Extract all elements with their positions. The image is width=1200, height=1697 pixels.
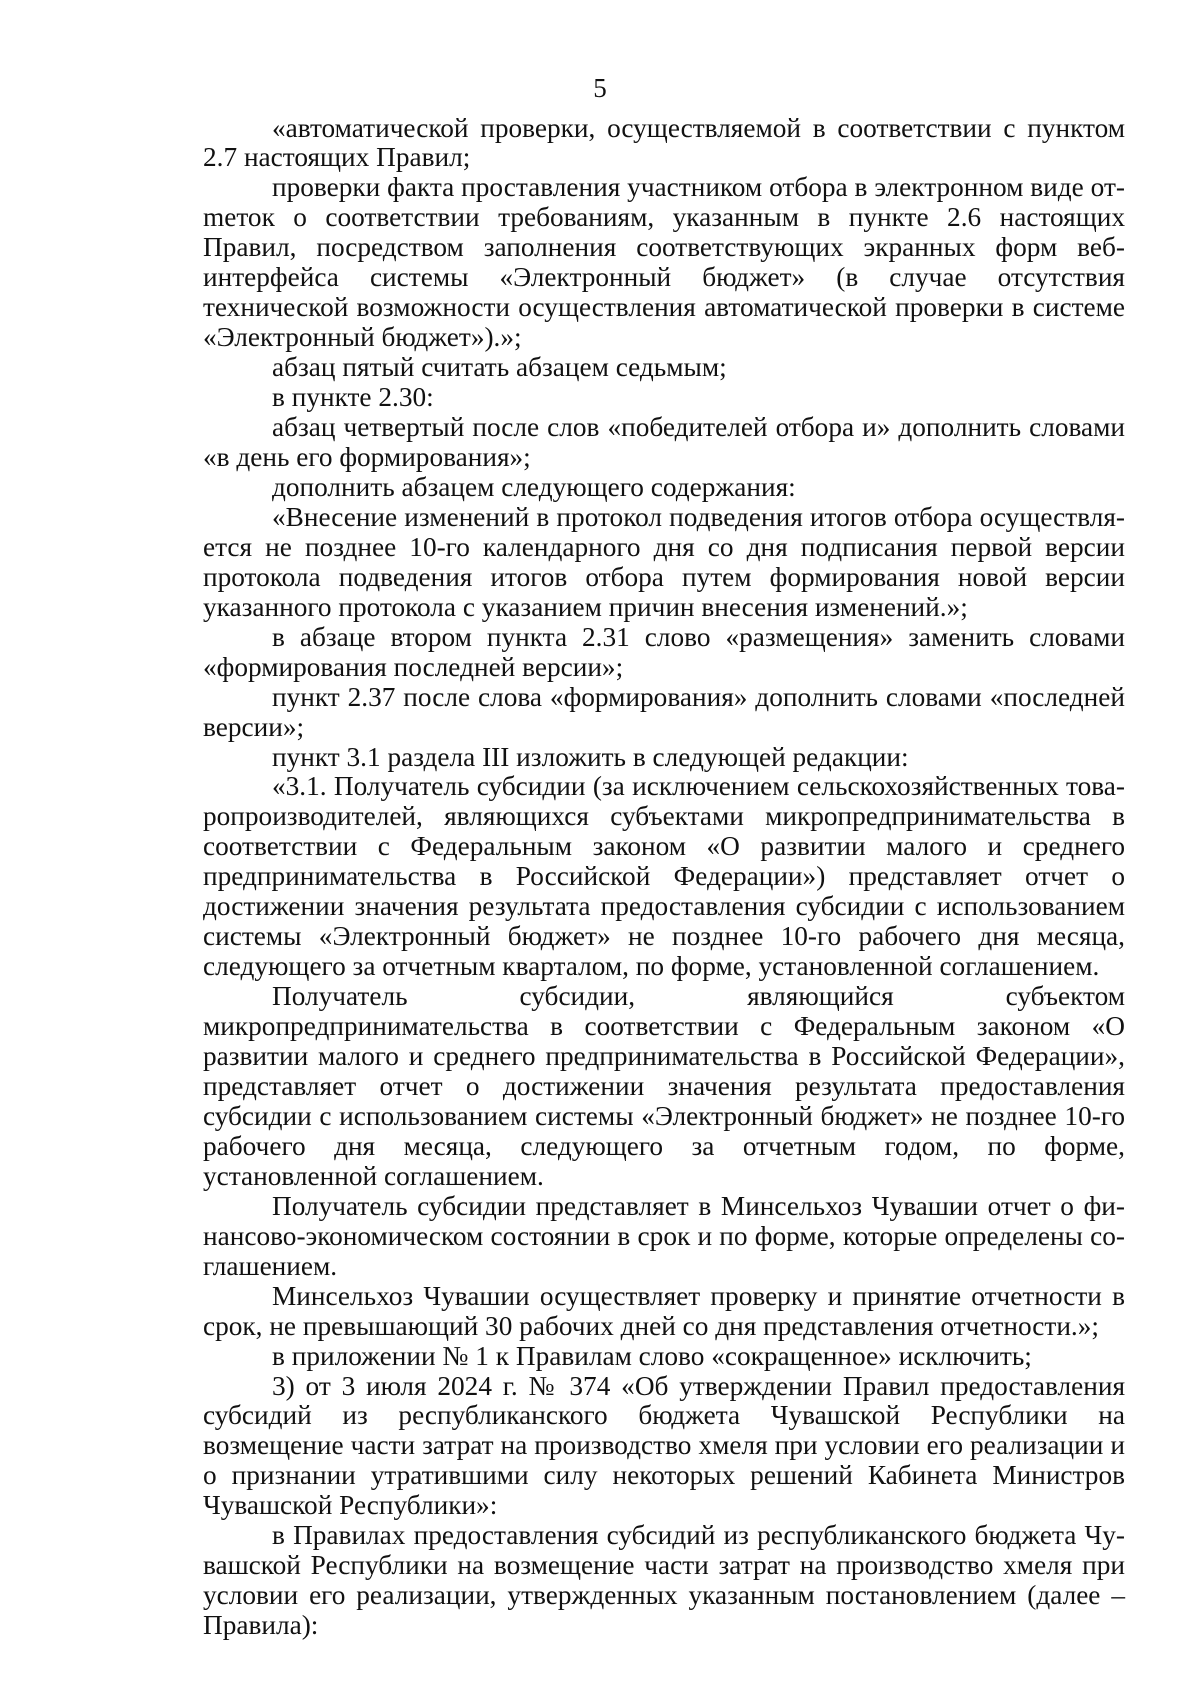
paragraph-1: «автоматической проверки, осуществляемой в соответствии с пунктом 2.7 настоящих Правил; (203, 112, 1125, 173)
paragraph-8: в абзаце втором пункта 2.31 слово «размещения» заменить словами «формирования последней версии»; (203, 621, 1125, 682)
paragraph-4: в пункте 2.30: (272, 382, 434, 413)
paragraph-11: «3.1. Получатель субсидии (за исключением сельскохозяйственных товаропроизводителей, являющихся субъектами микропредпринимательства в соответствии с Федеральным законом «О развитии малого и среднего предпринимательства в Российской Федерации») представляет отчет о достижении значения результата предоставления субсидии с использованием системы «Электронный бюджет» не позднее 10-го рабочего дня месяца, следующего за отчетным кварталом, по форме, установленной соглашением. (203, 771, 1125, 982)
paragraph-14: Минсельхоз Чувашии осуществляет проверку и принятие отчетности в срок, не превышающий 30 рабочих дней со дня представления отчетности.»; (203, 1280, 1125, 1341)
document-body (203, 114, 1125, 1642)
paragraph-2: проверки факта проставления участником отбора в электронном виде отmеток о соответствии требованиям, указанным в пункте 2.6 настоящих Правил, посредством заполнения соответствующих экранных форм веб-интерфейса системы «Электронный бюджет» (в случае отсутствия технической возможности осуществления автоматической проверки в системе «Электронный бюджет»).»; (203, 172, 1125, 353)
paragraph-9: пункт 2.37 после слова «формирования» дополнить словами «последней версии»; (203, 681, 1125, 742)
paragraph-7: «Внесение изменений в протокол подведения итогов отбора осуществляется не позднее 10-го календарного дня со дня подписания первой версии протокола подведения итогов отбора путем формирования новой версии указанного протокола с указанием причин внесения изменений.»; (203, 501, 1125, 622)
paragraph-3: абзац пятый считать абзацем седьмым; (272, 352, 727, 383)
paragraph-12: Получатель субсидии, являющийся субъектом микропредпринимательства в соответствии с Федеральным законом «О развитии малого и среднего предпринимательства в Российской Федерации», представляет отчет о достижении значения результата предоставления субсидии с использованием системы «Электронный бюджет» не позднее 10-го рабочего дня месяца, следующего за отчетным годом, по форме, установленной соглашением. (203, 981, 1125, 1191)
paragraph-15: в приложении № 1 к Правилам слово «сокращенное» исключить; (272, 1340, 1032, 1371)
paragraph-5: абзац четвертый после слов «победителей отбора и» дополнить словами «в день его формирования»; (203, 412, 1125, 472)
paragraph-13: Получатель субсидии представляет в Минсельхоз Чувашии отчет о финансово-экономическом состоянии в срок и по форме, которые определены соглашением. (203, 1190, 1125, 1281)
paragraph-16: 3) от 3 июля 2024 г. № 374 «Об утверждении Правил предоставления субсидий из республиканского бюджета Чувашской Республики на возмещение части затрат на производство хмеля при условии его реализации и о признании утратившими силу некоторых решений Кабинета Министров Чувашской Республики»: (203, 1370, 1125, 1521)
paragraph-6: дополнить абзацем следующего содержания: (272, 471, 796, 502)
paragraph-17: в Правилах предоставления субсидий из республиканского бюджета Чувашской Республики на возмещение части затрат на производство хмеля при условии его реализации, утвержденных указанным постановлением (далее – Правила): (203, 1520, 1125, 1641)
page-number: 5 (593, 73, 607, 103)
paragraph-10: пункт 3.1 раздела III изложить в следующей редакции: (272, 741, 909, 772)
